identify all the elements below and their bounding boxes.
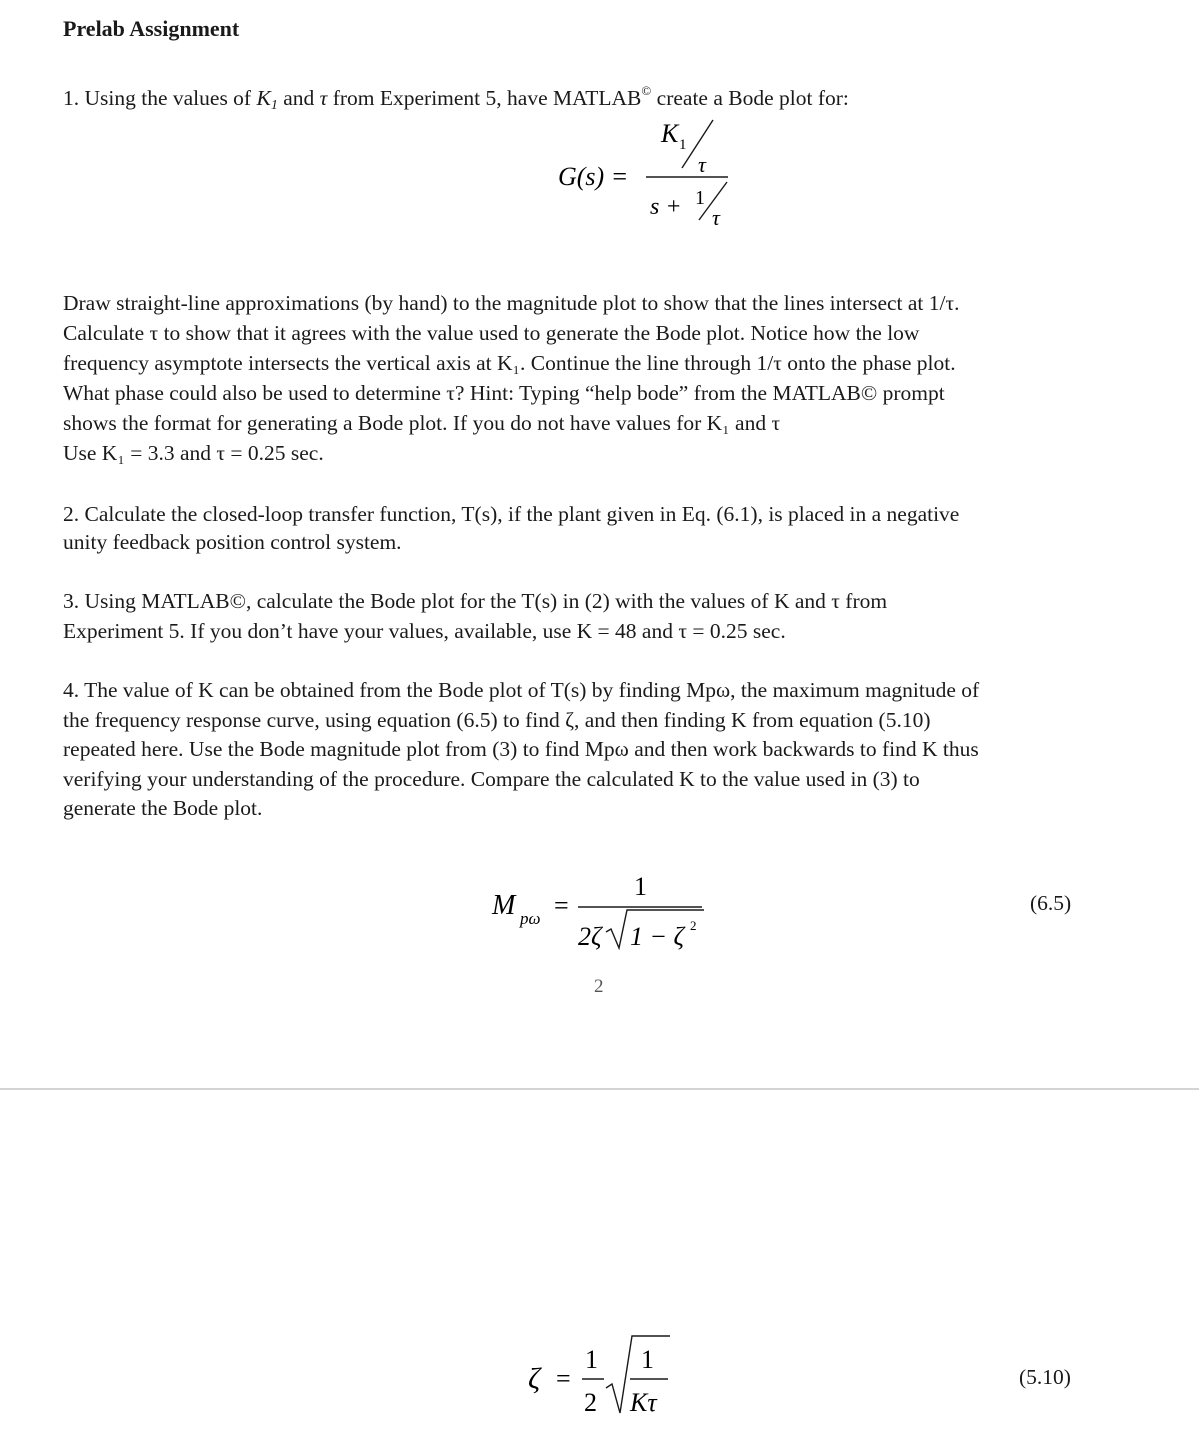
copyright-mark: © [641, 83, 652, 98]
paragraph-line: 4. The value of K can be obtained from the Bode plot of T(s) by finding Mpω, the maximum magnitude of [63, 678, 980, 702]
paragraph-line: frequency asymptote intersects the vertical axis at K₁. Continue the line through 1/τ onto the phase plot. [63, 351, 956, 375]
numerator-tau: τ [698, 152, 706, 177]
equation-label-6-5: (6.5) [1030, 891, 1072, 915]
paragraph-line: 3. Using MATLAB©, calculate the Bode plot for the T(s) in (2) with the values of K and τ from [63, 589, 888, 613]
fraction-numerator: 1 [585, 1345, 598, 1374]
numerator: 1 [634, 872, 647, 901]
transfer-function-equation [540, 112, 760, 242]
item-1-text-c: from Experiment 5, have MATLAB [327, 86, 642, 110]
paragraph-line: unity feedback position control system. [63, 530, 402, 554]
equation-6-5 [480, 862, 720, 962]
paragraph-line: the frequency response curve, using equation (6.5) to find ζ, and then finding K from equation (5.10) [63, 707, 931, 732]
tau-symbol: τ [319, 86, 328, 110]
zeta-symbol: ζ [528, 1362, 541, 1395]
k1-subscript: 1 [270, 98, 278, 113]
equals-sign: = [556, 1364, 571, 1393]
m-symbol: M [492, 890, 516, 921]
equals-sign: = [554, 891, 569, 920]
item-3-paragraph [63, 586, 887, 646]
paragraph-line: What phase could also be used to determine τ? Hint: Typing “help bode” from the MATLAB© prompt [63, 381, 945, 405]
numerator-k-subscript: 1 [679, 137, 687, 153]
paragraph-line: repeated here. Use the Bode magnitude plot from (3) to find Mpω and then work backwards to find K thus [63, 737, 979, 761]
paragraph-line: 2. Calculate the closed-loop transfer function, T(s), if the plant given in Eq. (6.1), is placed in a negative [63, 502, 960, 526]
numerator-k: K [661, 119, 679, 148]
denominator-part-a: 2ζ [578, 922, 602, 951]
paragraph-line: Use K₁ = 3.3 and τ = 0.25 sec. [63, 441, 324, 465]
paragraph-line: Calculate τ to show that it agrees with the value used to generate the Bode plot. Notice how the low [63, 321, 920, 345]
item-1-paragraph [63, 288, 960, 468]
denominator-s: s + [650, 194, 682, 220]
denominator-tau: τ [712, 205, 720, 230]
item-1-text-a: Using the values of [84, 86, 257, 110]
denominator-one: 1 [695, 187, 705, 209]
radical-numerator: 1 [641, 1345, 654, 1374]
radical-denominator: Kτ [630, 1388, 657, 1417]
paragraph-line: Draw straight-line approximations (by hand) to the magnitude plot to show that the lines intersect at 1/τ. [63, 291, 960, 315]
fraction-denominator: 2 [584, 1388, 597, 1417]
item-1-number: 1. [63, 86, 80, 110]
k1-symbol: K [256, 86, 271, 110]
paragraph-line: generate the Bode plot. [63, 796, 263, 820]
equation-label-5-10: (5.10) [1019, 1365, 1071, 1389]
item-4-paragraph [63, 676, 979, 824]
equation-5-10 [520, 1330, 690, 1425]
denominator-exponent: 2 [690, 918, 697, 933]
paragraph-line: Experiment 5. If you don’t have your values, available, use K = 48 and τ = 0.25 sec. [63, 619, 786, 643]
paragraph-line: shows the format for generating a Bode plot. If you do not have values for K₁ and τ [63, 411, 781, 435]
page-number: 2 [594, 976, 604, 997]
page-divider [0, 1088, 1199, 1090]
item-2-paragraph [63, 500, 959, 556]
m-subscript: pω [520, 909, 541, 928]
equation-lhs: G(s) = [558, 162, 629, 191]
page-title: Prelab Assignment [63, 16, 240, 41]
item-1-text-d: create a Bode plot for: [651, 86, 849, 110]
paragraph-line: verifying your understanding of the procedure. Compare the calculated K to the value used in (3) to [63, 766, 920, 791]
item-1-text-b: and [277, 86, 320, 110]
denominator-part-b: 1 − ζ [630, 922, 685, 951]
